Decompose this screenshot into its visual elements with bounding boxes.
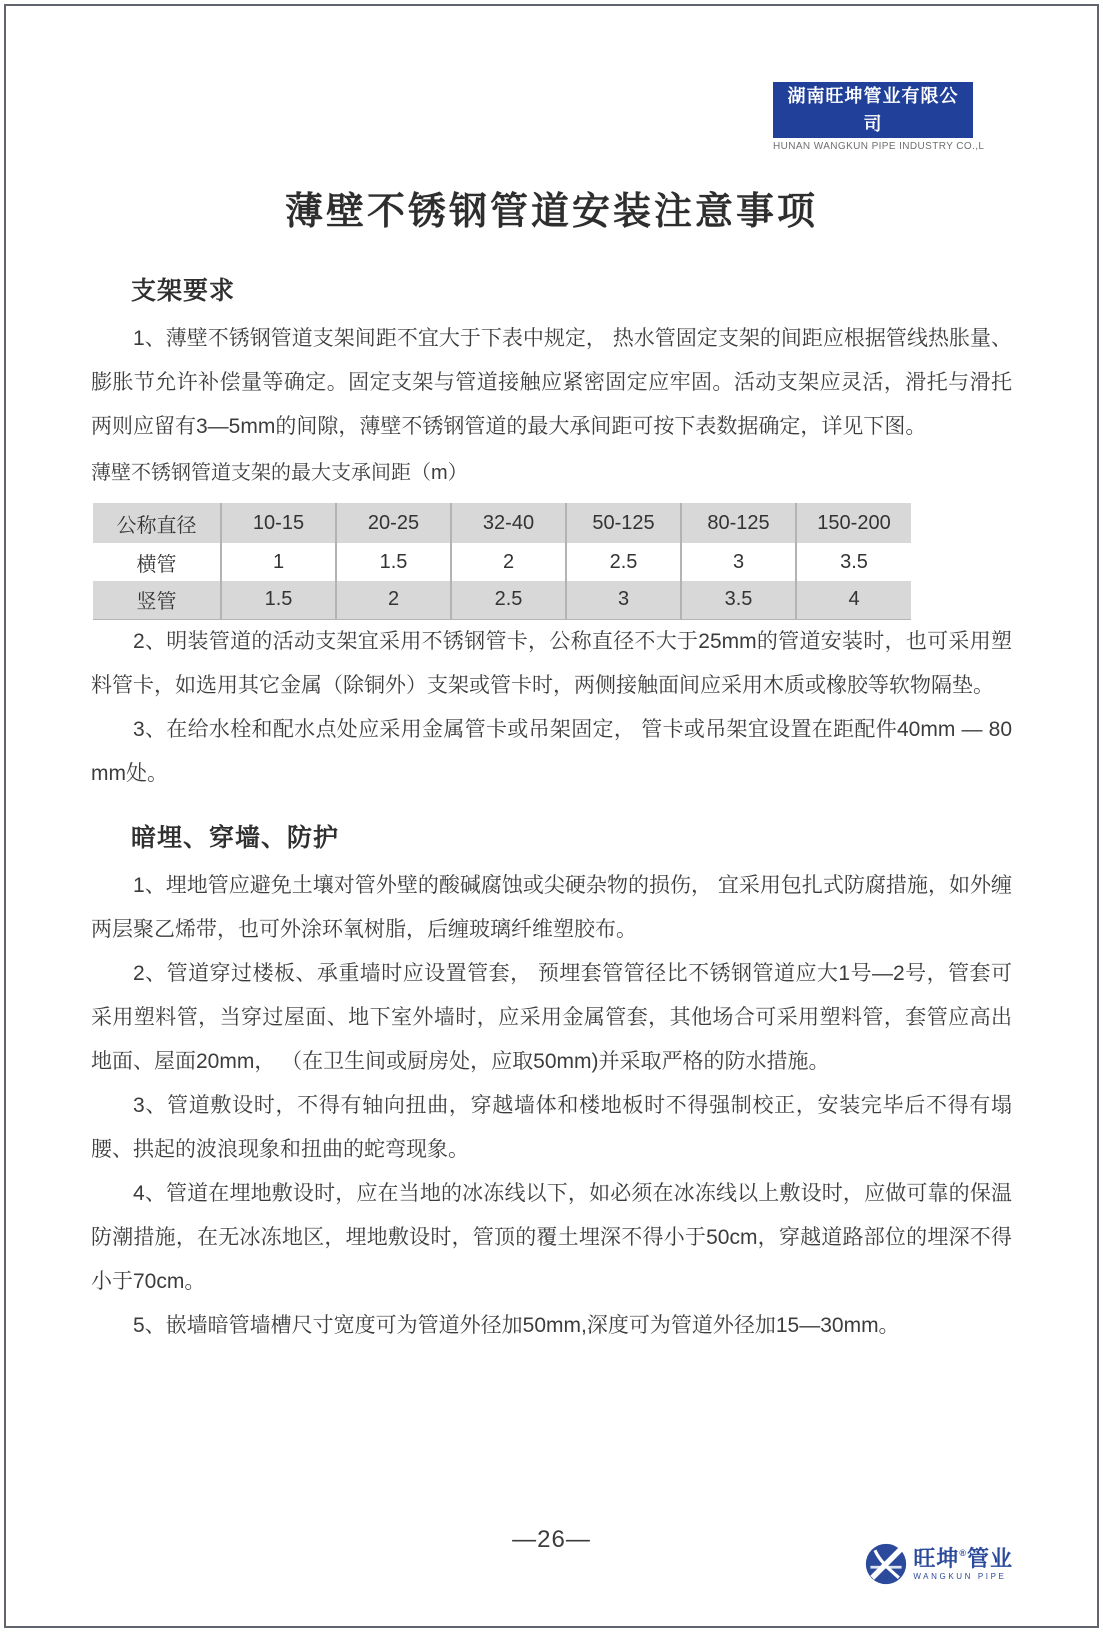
table-cell: 3.5	[681, 581, 796, 619]
paragraph: 1、埋地管应避免土壤对管外壁的酸碱腐蚀或尖硬杂物的损伤， 宜采用包扎式防腐措施，如外缠两层聚乙烯带，也可外涂环氧树脂，后缠玻璃纤维塑胶布。	[91, 873, 1012, 941]
paragraph: 3、管道敷设时，不得有轴向扭曲，穿越墙体和楼地板时不得强制校正，安装完毕后不得有塌腰、拱起的波浪现象和扭曲的蛇弯现象。	[91, 1093, 1012, 1161]
section-heading-support: 支架要求	[131, 277, 236, 305]
table-header-cell: 80-125	[681, 503, 796, 543]
table-cell: 2	[336, 581, 451, 619]
logo-text-cn: 旺坤®管业	[913, 1545, 1013, 1571]
paragraph: 2、管道穿过楼板、承重墙时应设置管套， 预埋套管管径比不锈钢管道应大1号—2号，管套可采用塑料管，当穿过屋面、地下室外墙时，应采用金属管套，其他场合可采用塑料管，套管应高出地面、屋面20mm， （在卫生间或厨房处，应取50mm)并采取严格的防水措施。	[91, 961, 1012, 1073]
table-header-cell: 20-25	[336, 503, 451, 543]
paragraph: 1、薄壁不锈钢管道支架间距不宜大于下表中规定， 热水管固定支架的间距应根据管线热胀量、膨胀节允许补偿量等确定。固定支架与管道接触应紧密固定应牢固。活动支架应灵活，滑托与滑托两则应留有3—5mm的间隙，薄壁不锈钢管道的最大承间距可按下表数据确定，详见下图。	[91, 327, 1012, 438]
support-spacing-table	[93, 503, 911, 620]
table-header-cell: 50-125	[566, 503, 681, 543]
section-heading-concealed: 暗埋、穿墙、防护	[131, 823, 340, 852]
wangkun-logo	[864, 1542, 1013, 1586]
page-title: 薄壁不锈钢管道安装注意事项	[284, 191, 818, 233]
table-cell: 3	[681, 543, 796, 581]
table-cell: 2.5	[451, 581, 566, 619]
table-header-cell: 150-200	[796, 503, 911, 543]
table-header-cell: 32-40	[451, 503, 566, 543]
page-number: —26—	[512, 1526, 591, 1553]
table-header-cell: 公称直径	[93, 503, 221, 543]
table-cell: 1.5	[221, 581, 336, 619]
page-content	[0, 271, 1103, 1348]
table-cell: 3	[566, 581, 681, 619]
paragraph: 4、管道在埋地敷设时，应在当地的冰冻线以下，如必须在冰冻线以上敷设时，应做可靠的保温防潮措施，在无冰冻地区，埋地敷设时，管顶的覆土埋深不得小于50cm，穿越道路部位的埋深不得小于70cm。	[91, 1181, 1012, 1293]
table-row-vertical-pipe	[93, 581, 911, 619]
company-banner	[773, 82, 985, 152]
table-cell: 3.5	[796, 543, 911, 581]
company-name-cn: 湖南旺坤管业有限公司	[773, 82, 973, 138]
wangkun-logo-icon	[864, 1542, 908, 1586]
table-cell: 1.5	[336, 543, 451, 581]
logo-text-en: WANGKUN PIPE	[913, 1571, 1007, 1581]
table-cell: 1	[221, 543, 336, 581]
table-header-row	[93, 503, 911, 543]
paragraph: 2、明装管道的活动支架宜采用不锈钢管卡，公称直径不大于25mm的管道安装时，也可采用塑料管卡，如选用其它金属（除铜外）支架或管卡时，两侧接触面间应采用木质或橡胶等软物隔垫。	[91, 629, 1012, 697]
wangkun-logo-text	[913, 1545, 1013, 1581]
table-caption: 薄壁不锈钢管道支架的最大支承间距（m）	[91, 462, 468, 484]
table-cell: 2	[451, 543, 566, 581]
table-cell: 横管	[93, 543, 221, 581]
table-row-horizontal-pipe	[93, 543, 911, 581]
table-header-cell: 10-15	[221, 503, 336, 543]
table-cell: 4	[796, 581, 911, 619]
paragraph: 5、嵌墙暗管墙槽尺寸宽度可为管道外径加50mm,深度可为管道外径加15—30mm。	[133, 1313, 900, 1337]
registered-mark: ®	[959, 1547, 967, 1558]
table-cell: 竖管	[93, 581, 221, 619]
table-cell: 2.5	[566, 543, 681, 581]
company-name-en: HUNAN WANGKUN PIPE INDUSTRY CO.,L	[773, 141, 985, 152]
paragraph: 3、在给水栓和配水点处应采用金属管卡或吊架固定， 管卡或吊架宜设置在距配件40mm — 80 mm处。	[91, 717, 1012, 785]
